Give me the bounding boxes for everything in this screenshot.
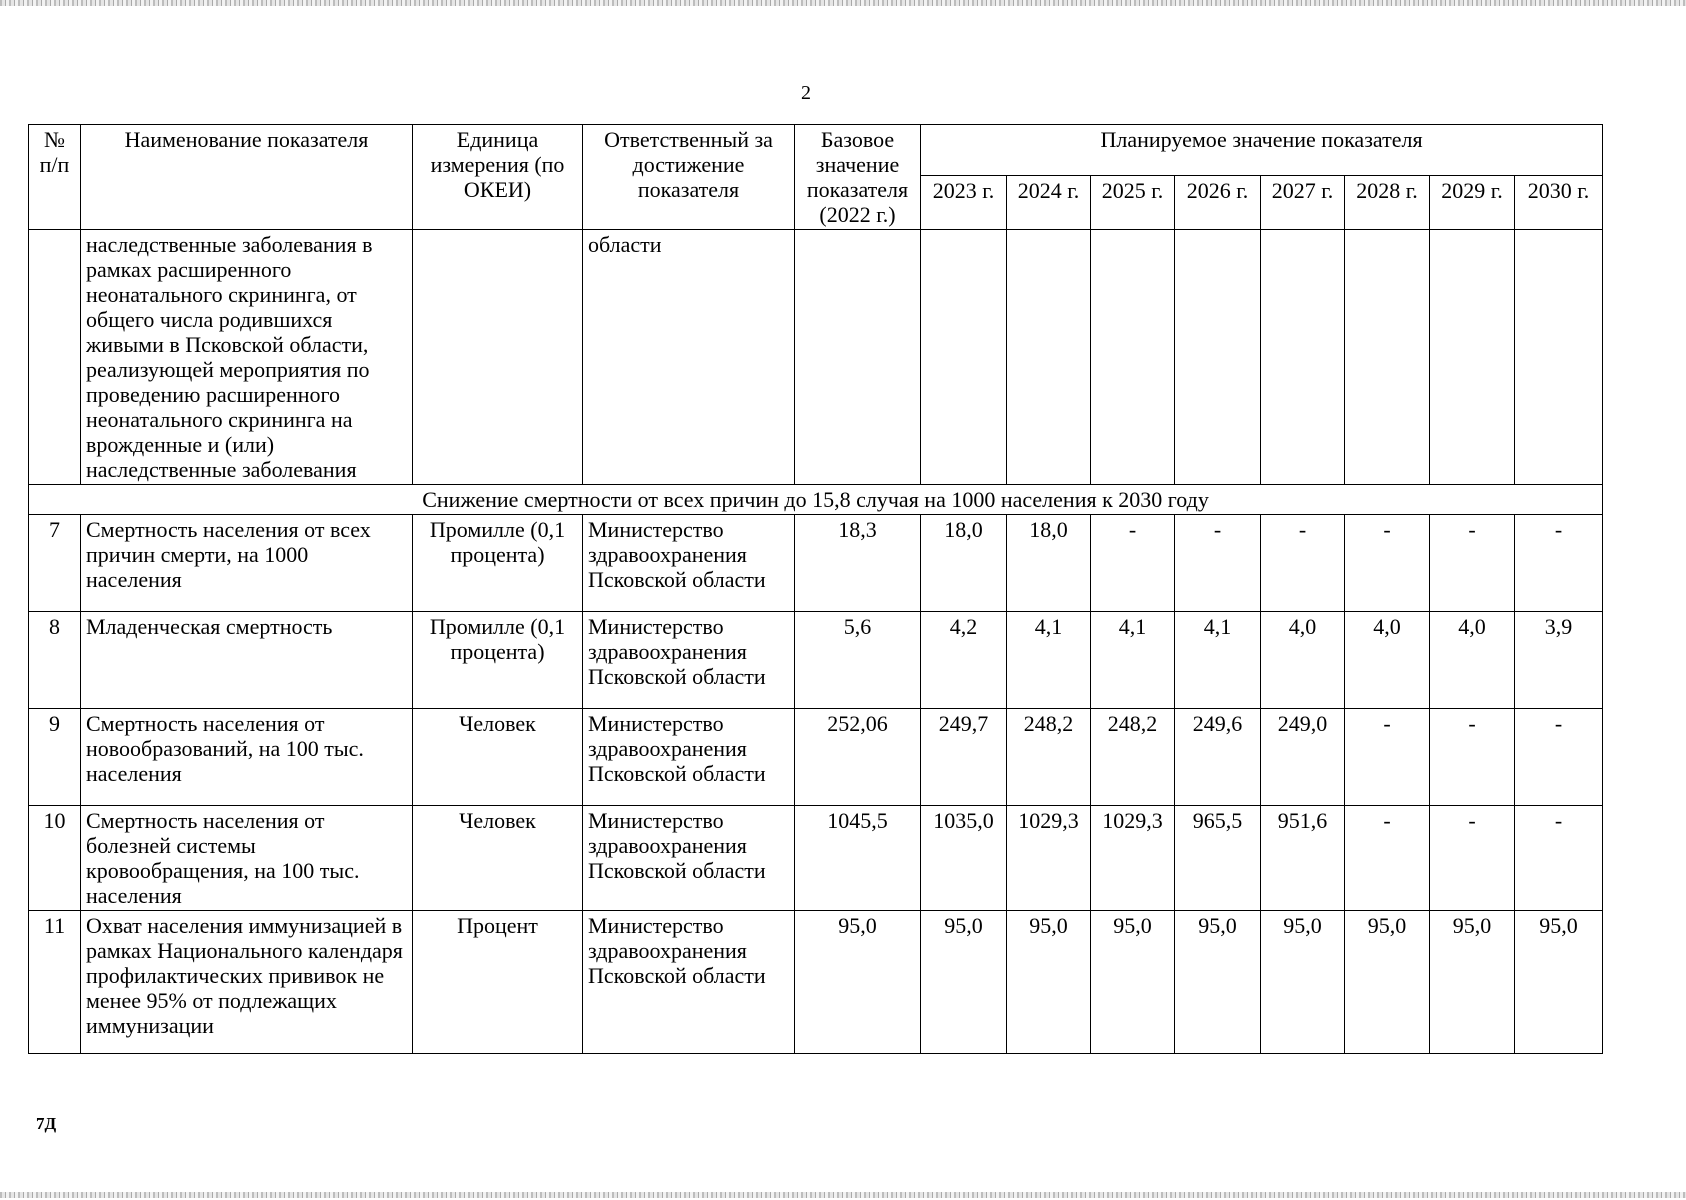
row-base: 95,0 [795, 911, 921, 1054]
row-value: - [1175, 515, 1261, 612]
row-value: 965,5 [1175, 806, 1261, 911]
continued-year-cell [1261, 230, 1345, 485]
header-year: 2025 г. [1091, 175, 1175, 229]
row-value: - [1430, 515, 1515, 612]
table-row [29, 911, 1603, 1054]
scan-edge-top [0, 0, 1686, 6]
row-value: 95,0 [1261, 911, 1345, 1054]
row-value: - [1430, 806, 1515, 911]
header-planned: Планируемое значение показателя [921, 125, 1603, 176]
header-num: № п/п [29, 125, 81, 230]
row-value: 18,0 [921, 515, 1007, 612]
row-value: - [1430, 709, 1515, 806]
row-value: 249,7 [921, 709, 1007, 806]
continued-year-cell [1515, 230, 1603, 485]
header-responsible: Ответственный за достижение показателя [583, 125, 795, 230]
row-base: 1045,5 [795, 806, 921, 911]
row-value: 95,0 [1515, 911, 1603, 1054]
row-value: 4,0 [1430, 612, 1515, 709]
header-year: 2029 г. [1430, 175, 1515, 229]
footer-code: 7Д [36, 1114, 57, 1133]
row-value: 18,0 [1007, 515, 1091, 612]
row-num: 9 [29, 709, 81, 806]
row-value: 95,0 [1007, 911, 1091, 1054]
header-year: 2026 г. [1175, 175, 1261, 229]
header-year: 2024 г. [1007, 175, 1091, 229]
row-value: - [1261, 515, 1345, 612]
row-value: 95,0 [1091, 911, 1175, 1054]
row-value: - [1515, 709, 1603, 806]
row-value: - [1091, 515, 1175, 612]
row-base: 5,6 [795, 612, 921, 709]
row-num: 7 [29, 515, 81, 612]
row-value: - [1515, 806, 1603, 911]
row-value: 4,0 [1261, 612, 1345, 709]
row-value: 1035,0 [921, 806, 1007, 911]
header-row [29, 125, 1603, 176]
row-value: 249,0 [1261, 709, 1345, 806]
scan-edge-bottom [0, 1192, 1686, 1198]
row-value: 4,1 [1007, 612, 1091, 709]
row-name: Смертность населения от всех причин смерти, на 1000 населения [81, 515, 413, 612]
row-responsible: Министерство здравоохранения Псковской области [583, 806, 795, 911]
continued-year-cell [1430, 230, 1515, 485]
row-responsible: Министерство здравоохранения Псковской области [583, 612, 795, 709]
row-responsible: Министерство здравоохранения Псковской области [583, 709, 795, 806]
row-value: 4,1 [1091, 612, 1175, 709]
continued-year-cell [1007, 230, 1091, 485]
row-unit: Промилле (0,1 процента) [413, 612, 583, 709]
row-value: 95,0 [921, 911, 1007, 1054]
header-unit: Единица измерения (по ОКЕИ) [413, 125, 583, 230]
continued-base-cell [795, 230, 921, 485]
row-value: 95,0 [1175, 911, 1261, 1054]
row-name: Младенческая смертность [81, 612, 413, 709]
table-row [29, 612, 1603, 709]
row-value: 249,6 [1175, 709, 1261, 806]
page-number: 2 [801, 82, 811, 104]
header-year: 2027 г. [1261, 175, 1345, 229]
row-base: 252,06 [795, 709, 921, 806]
row-num: 10 [29, 806, 81, 911]
section-row [29, 485, 1603, 515]
row-value: - [1345, 806, 1430, 911]
row-base: 18,3 [795, 515, 921, 612]
row-value: 248,2 [1007, 709, 1091, 806]
continued-unit-cell [413, 230, 583, 485]
row-value: 95,0 [1430, 911, 1515, 1054]
row-num: 11 [29, 911, 81, 1054]
continued-row [29, 230, 1603, 485]
table-row [29, 709, 1603, 806]
header-year: 2030 г. [1515, 175, 1603, 229]
row-value: - [1345, 515, 1430, 612]
row-value: - [1345, 709, 1430, 806]
continued-year-cell [1345, 230, 1430, 485]
section-title: Снижение смертности от всех причин до 15,8 случая на 1000 населения к 2030 году [29, 485, 1603, 515]
row-value: 248,2 [1091, 709, 1175, 806]
table-row [29, 515, 1603, 612]
row-value: - [1515, 515, 1603, 612]
header-name: Наименование показателя [81, 125, 413, 230]
row-unit: Процент [413, 911, 583, 1054]
row-value: 4,0 [1345, 612, 1430, 709]
row-value: 1029,3 [1007, 806, 1091, 911]
table-row [29, 806, 1603, 911]
row-unit: Человек [413, 709, 583, 806]
continued-responsible: области [583, 230, 795, 485]
row-value: 4,2 [921, 612, 1007, 709]
row-value: 951,6 [1261, 806, 1345, 911]
row-value: 95,0 [1345, 911, 1430, 1054]
continued-year-cell [921, 230, 1007, 485]
row-num: 8 [29, 612, 81, 709]
row-name: Охват населения иммунизацией в рамках Национального календаря профилактических прививок не менее 95% от подлежащих иммунизации [81, 911, 413, 1054]
row-unit: Человек [413, 806, 583, 911]
row-responsible: Министерство здравоохранения Псковской области [583, 515, 795, 612]
continued-year-cell [1091, 230, 1175, 485]
row-unit: Промилле (0,1 процента) [413, 515, 583, 612]
row-value: 4,1 [1175, 612, 1261, 709]
row-name: Смертность населения от новообразований, на 100 тыс. населения [81, 709, 413, 806]
continued-name: наследственные заболевания в рамках расширенного неонатального скрининга, от общего числа родившихся живыми в Псковской области, реализующей мероприятия по проведению расширенного неонатального скрининга на врожденные и (или) наследственные заболевания [81, 230, 413, 485]
header-year: 2023 г. [921, 175, 1007, 229]
row-responsible: Министерство здравоохранения Псковской области [583, 911, 795, 1054]
header-base: Базовое значение показателя (2022 г.) [795, 125, 921, 230]
row-value: 3,9 [1515, 612, 1603, 709]
continued-num-cell [29, 230, 81, 485]
row-value: 1029,3 [1091, 806, 1175, 911]
header-year: 2028 г. [1345, 175, 1430, 229]
row-name: Смертность населения от болезней системы кровообращения, на 100 тыс. населения [81, 806, 413, 911]
indicators-table [28, 124, 1603, 1054]
continued-year-cell [1175, 230, 1261, 485]
